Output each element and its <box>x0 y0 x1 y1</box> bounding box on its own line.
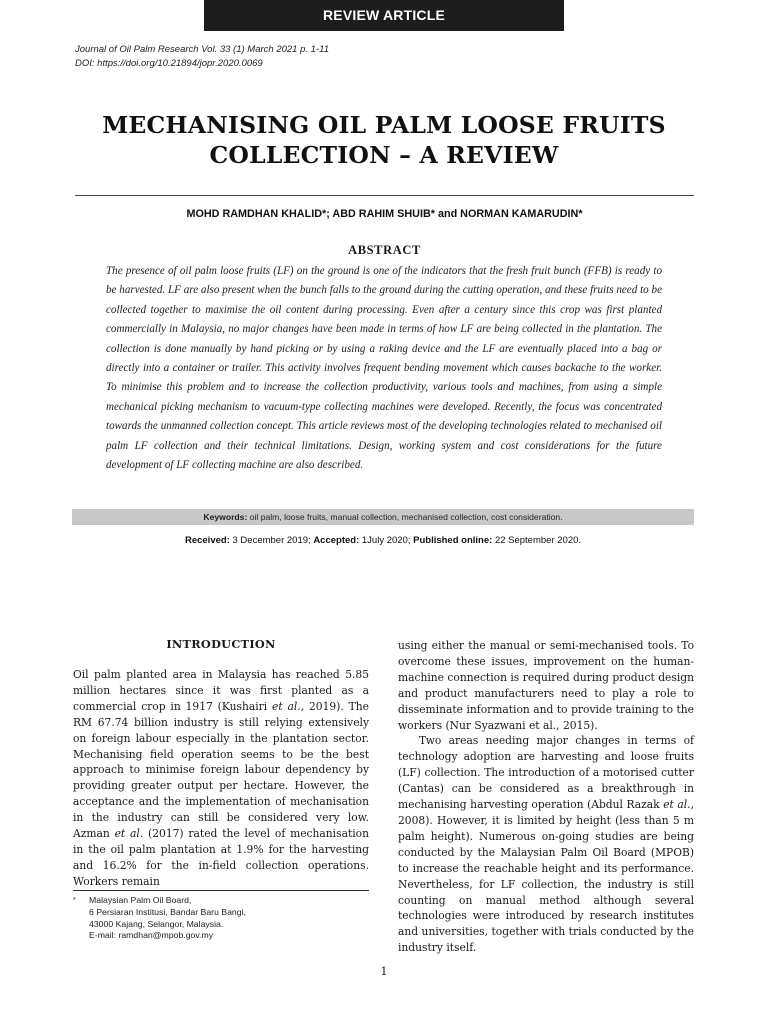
keywords-value: oil palm, loose fruits, manual collection, mechanised collection, cost consideration. <box>249 512 563 522</box>
affiliation-footnote <box>73 895 369 942</box>
footnote-line: 43000 Kajang, Selangor, Malaysia. <box>89 918 224 929</box>
intro-paragraph-3: Two areas needing major changes in terms of technology adoption are harvesting and loose fruits (LF) collection. The introduction of a motorised cutter (Cantas) can be considered as a breakthrough in mechanising harvesting operation (Abdul Razak et al., 2008). However, it is limited by height (less than 5 m palm height). Numerous on-going studies are being conducted by the Malaysian Palm Oil Board (MPOB) to increase the reachable height and its performance. Nevertheless, for LF collection, the industry is still counting on manual method although several technologies were introduced by research institutes and universities, together with trials conducted by the industry itself. <box>398 734 694 955</box>
footnote-line: 6 Persiaran Institusi, Bandar Baru Bangi, <box>89 906 246 917</box>
published-label: Published online: <box>413 535 493 546</box>
journal-citation: Journal of Oil Palm Research Vol. 33 (1) March 2021 p. 1-11 <box>75 44 329 55</box>
received-label: Received: <box>184 535 230 546</box>
article-type-banner: REVIEW ARTICLE <box>204 0 564 31</box>
left-column <box>73 667 369 890</box>
introduction-heading: INTRODUCTION <box>166 637 276 651</box>
footnote-mark: * <box>73 897 76 904</box>
published-date: 22 September 2020. <box>494 535 582 546</box>
title-line-2: COLLECTION – A REVIEW <box>209 141 559 169</box>
intro-paragraph-2: using either the manual or semi-mechanised tools. To overcome these issues, improvement on the human-machine connection is required during product design and product manufacturers need to play a role to disseminate information and to provide training to the workers (Nur Syazwani et al., 2015). <box>398 639 694 732</box>
publication-dates <box>72 535 694 546</box>
accepted-date: 1July 2020; <box>361 535 411 546</box>
keywords-bar <box>72 509 694 525</box>
title-line-1: MECHANISING OIL PALM LOOSE FRUITS <box>102 111 666 139</box>
intro-paragraph-1: Oil palm planted area in Malaysia has reached 5.85 million hectares since it was first planted as a commercial crop in 1917 (Kushairi et al., 2019). The RM 67.74 billion industry is still relying extensively on foreign labour especially in the plantation sector. Mechanising field operation seems to be the best approach to minimise foreign labour dependency by providing greater output per hectare. However, the acceptance and the implementation of mechanisation in the industry can still be considered very low. Azman et al. (2017) rated the level of mechanisation in the oil palm plantation at 1.9% for the harvesting and 16.2% for the in-field collection operations. Workers remain <box>73 668 369 888</box>
received-date: 3 December 2019; <box>232 535 311 546</box>
abstract-heading: ABSTRACT <box>348 243 421 257</box>
footnote-email[interactable]: E-mail: ramdhan@mpob.gov.my <box>89 930 214 941</box>
footnote-divider <box>73 890 369 891</box>
keywords-label: Keywords: <box>203 512 248 522</box>
author-list: MOHD RAMDHAN KHALID*; ABD RAHIM SHUIB* and NORMAN KAMARUDIN* <box>186 208 583 220</box>
abstract-body: The presence of oil palm loose fruits (LF) on the ground is one of the indicators that the fresh fruit bunch (FFB) is ready to be harvested. LF are also present when the bunch falls to the ground during the cutting operation, and these fruits need to be collected together to maximise the oil content during processing. Even after a century since this crop was first planted commercially in Malaysia, no major changes have been made in terms of how LF are being collected in the plantation. The collection is done manually by hand picking or by using a raking device and the LF are eventually placed into a bag or directly into a container or trailer. This activity involves frequent bending movement which causes backache to the worker. To minimise this problem and to increase the collection productivity, various tools and machines, from using a simple mechanical picking mechanism to vacuum-type collecting machines were developed. Recently, the focus was concentrated towards the unmanned collection concept. This article reviews most of the developing technologies related to mechanised oil palm LF collection and their technical limitations. Design, working system and cost considerations for the future development of LF collecting machine are also described. <box>106 265 662 472</box>
accepted-label: Accepted: <box>313 535 360 546</box>
right-column <box>398 638 694 956</box>
page-number: 1 <box>380 965 388 978</box>
footnote-line: Malaysian Palm Oil Board, <box>89 895 192 905</box>
doi-link[interactable]: DOI: https://doi.org/10.21894/jopr.2020.0069 <box>75 58 263 69</box>
title-divider <box>75 195 694 196</box>
article-title <box>60 110 708 170</box>
